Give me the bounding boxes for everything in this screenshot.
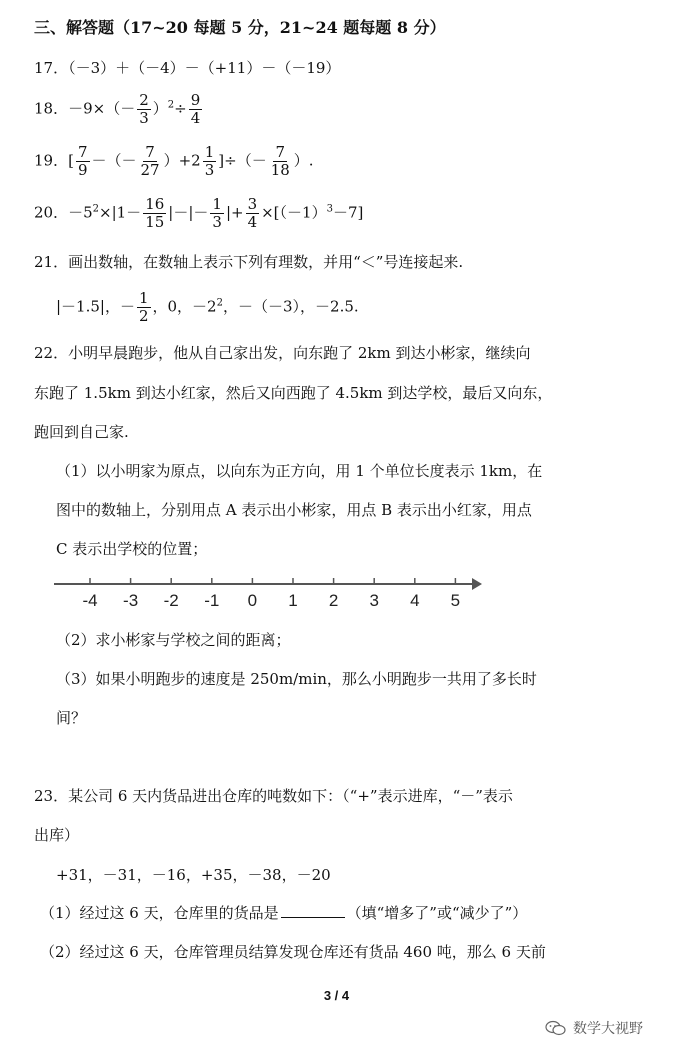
denominator: 18 [270, 161, 290, 179]
q20-mid4: ×[（－1） [261, 203, 327, 222]
question-21: 21．画出数轴，在数轴上表示下列有理数，并用“＜”号连接起来. [34, 253, 464, 271]
watermark [545, 1018, 643, 1038]
fraction [269, 144, 292, 179]
denominator: 3 [212, 213, 222, 231]
q23-part1-suffix: （填“增多了”或“减少了”） [346, 904, 528, 922]
axis-tick-label: 0 [247, 591, 258, 610]
denominator: 9 [77, 161, 88, 179]
q18-div: ÷ [174, 99, 187, 118]
axis-arrow [472, 578, 482, 590]
axis-tick-label: 3 [369, 591, 379, 610]
q23-part1 [40, 903, 527, 923]
numerator: 16 [145, 195, 165, 213]
numerator: 7 [275, 143, 286, 161]
q23-part1-prefix: （1）经过这 6 天，仓库里的货品是 [40, 904, 279, 922]
fraction [137, 290, 151, 325]
q20-suffix: －7] [332, 203, 364, 222]
q18-mid: ） [152, 99, 168, 118]
q22-part2: （2）求小彬家与学校之间的距离； [56, 631, 291, 649]
question-23-line1: 23．某公司 6 天内货品进出仓库的吨数如下：（“+”表示进库，“－”表示 [34, 787, 513, 805]
axis-tick-label: -3 [123, 591, 139, 610]
page-number: 3 / 4 [323, 988, 350, 1003]
axis-tick-label: -1 [204, 591, 220, 610]
q19-mid2: ）+2 [163, 151, 201, 170]
fraction [189, 92, 203, 127]
numerator: 1 [204, 143, 215, 161]
axis-tick-label: 4 [410, 591, 420, 610]
denominator: 15 [145, 213, 165, 231]
fraction [203, 144, 217, 179]
fraction [246, 196, 260, 231]
denominator: 27 [140, 161, 160, 179]
axis-tick-label: 2 [328, 591, 339, 610]
q20-mid2: |－|－ [168, 203, 209, 222]
question-17: 17．（－3）＋（－4）－（+11）－（－19） [34, 59, 341, 77]
exponent: 2 [216, 297, 223, 309]
axis-ticks [82, 578, 460, 610]
exponent: 3 [326, 203, 333, 215]
axis-tick-label: 1 [288, 591, 298, 610]
denominator: 3 [204, 161, 215, 179]
wechat-icon [545, 1020, 567, 1036]
q20-mid3: |+ [225, 203, 244, 222]
question-23-line2: 出库） [34, 826, 80, 844]
q18-prefix: 18．－9×（－ [34, 99, 136, 118]
fraction [143, 196, 166, 231]
q21-list-suffix: ，－（－3），－2.5. [222, 297, 359, 316]
q19-mid3: ]÷（－ [218, 151, 267, 170]
question-22-line2: 东跑了 1.5km 到达小红家，然后又向西跑了 4.5km 到达学校，最后又向东， [34, 384, 553, 402]
question-22-line3: 跑回到自己家. [34, 423, 129, 441]
fraction [76, 144, 90, 179]
numerator: 2 [139, 91, 149, 109]
denominator: 4 [190, 109, 201, 127]
q22-part3-line2: 间？ [56, 709, 87, 727]
denominator: 3 [139, 109, 149, 127]
axis-tick-label: -2 [163, 591, 179, 610]
q19-mid1: －（－ [91, 151, 137, 170]
question-21-list [56, 290, 359, 325]
numerator: 3 [247, 195, 258, 213]
q22-part1-line3: C 表示出学校的位置； [56, 540, 208, 558]
fraction [210, 196, 224, 231]
denominator: 4 [247, 213, 258, 231]
fraction [137, 92, 151, 127]
question-18 [34, 92, 204, 127]
question-20 [34, 196, 363, 231]
q23-values: +31，－31，－16，+35，－38，－20 [56, 866, 331, 884]
q20-prefix: 20．－5 [34, 203, 93, 222]
denominator: 2 [138, 307, 149, 325]
numerator: 7 [145, 143, 155, 161]
q22-part1-line2: 图中的数轴上，分别用点 A 表示出小彬家，用点 B 表示出小红家，用点 [56, 501, 532, 519]
q19-suffix: ）. [293, 151, 314, 170]
exponent: 2 [167, 99, 175, 111]
question-19 [34, 144, 314, 179]
q21-list-prefix: |－1.5|，－ [56, 297, 135, 316]
q20-mid1: ×|1－ [99, 203, 142, 222]
numerator: 9 [190, 91, 201, 109]
watermark-text: 数学大视野 [573, 1021, 643, 1037]
q22-part3-line1: （3）如果小明跑步的速度是 250m/min，那么小明跑步一共用了多长时 [56, 670, 537, 688]
axis-tick-label: -4 [82, 591, 98, 610]
exponent: 2 [92, 203, 100, 215]
fraction [139, 144, 162, 179]
q19-prefix: 19．[ [34, 151, 74, 170]
q23-part2: （2）经过这 6 天，仓库管理员结算发现仓库还有货品 460 吨，那么 6 天前 [40, 943, 546, 961]
answer-blank[interactable] [281, 903, 345, 918]
number-axis [54, 572, 484, 612]
numerator: 7 [77, 143, 88, 161]
section-heading: 三、解答题（17~20 每题 5 分，21~24 题每题 8 分） [34, 18, 446, 37]
q21-list-mid: ，0，－2 [152, 297, 217, 316]
numerator: 1 [212, 195, 222, 213]
question-22-line1: 22．小明早晨跑步，他从自己家出发，向东跑了 2km 到达小彬家，继续向 [34, 344, 531, 362]
q22-part1-line1: （1）以小明家为原点，以向东为正方向，用 1 个单位长度表示 1km，在 [56, 462, 543, 480]
axis-tick-label: 5 [450, 591, 461, 610]
numerator: 1 [138, 289, 149, 307]
